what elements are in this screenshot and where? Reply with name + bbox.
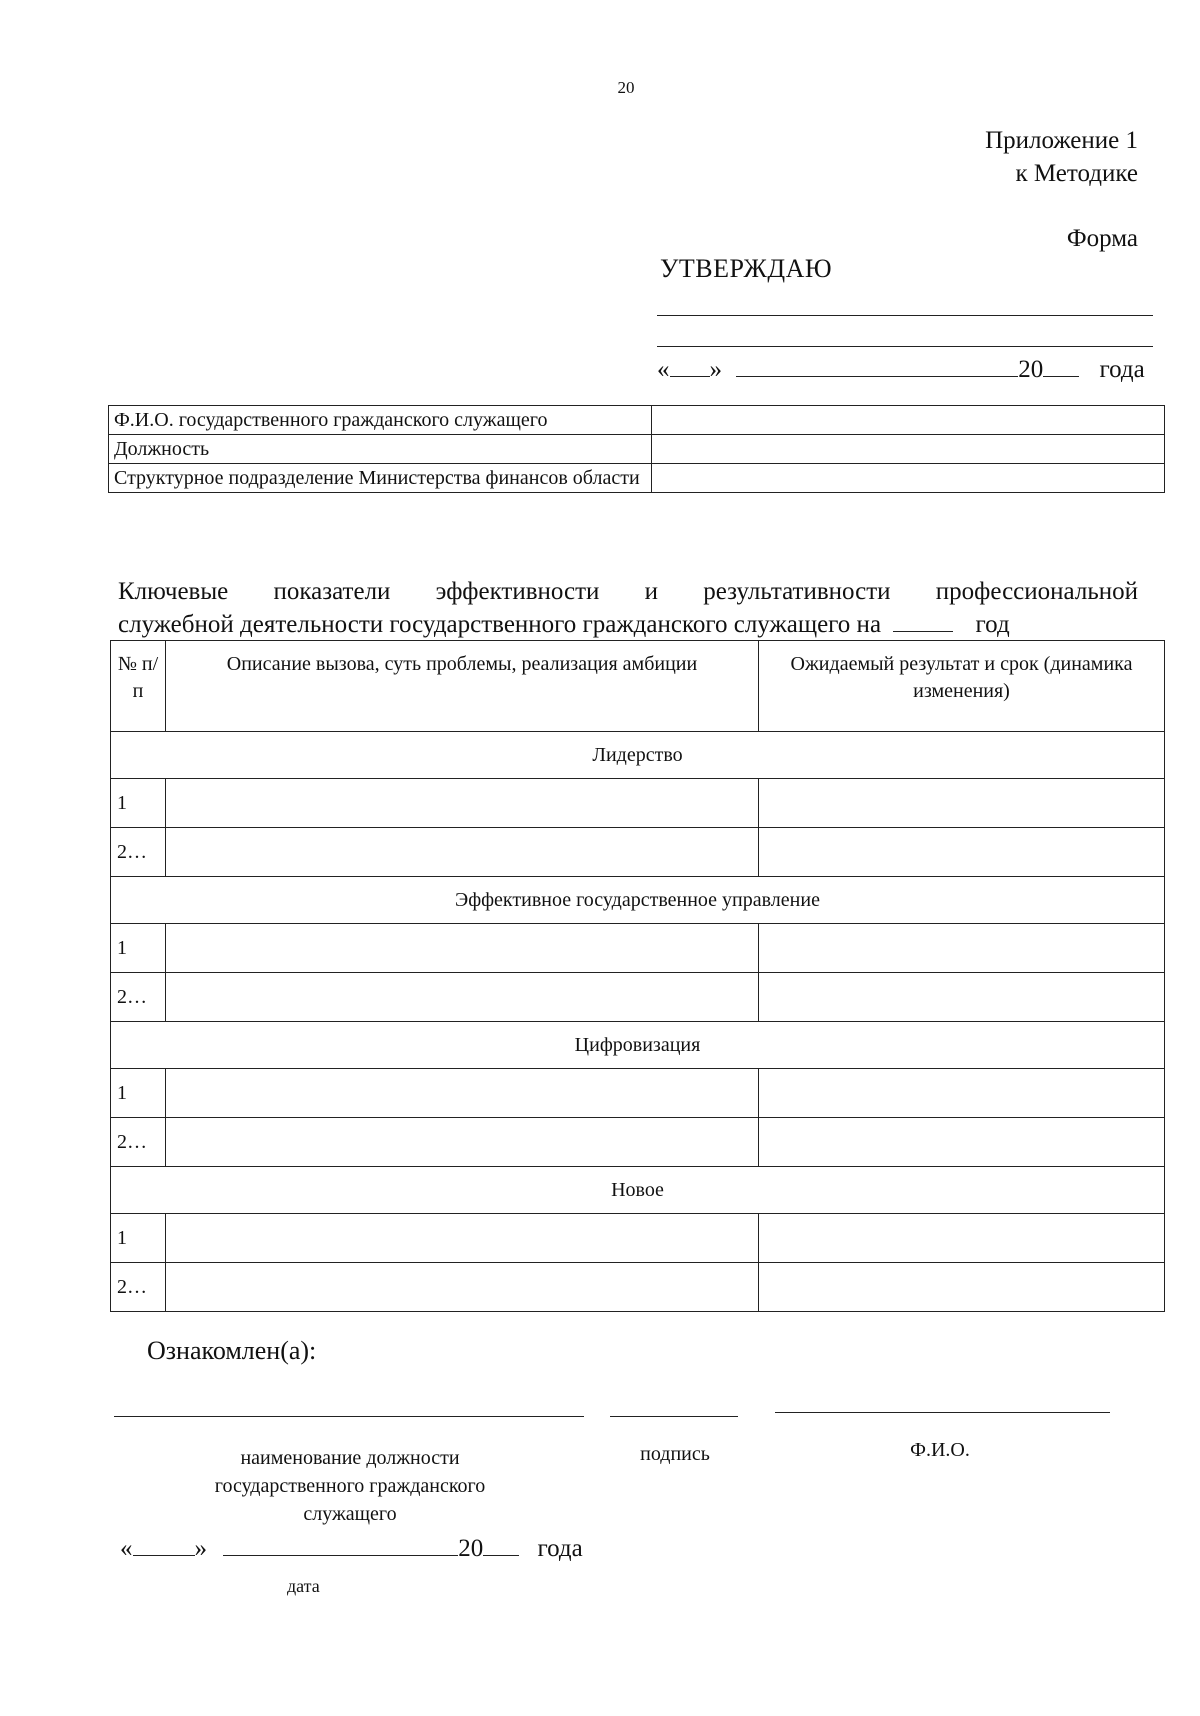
kpi-title-line-2: служебной деятельности государственного гражданского служащего на год <box>118 611 1010 638</box>
result-cell[interactable] <box>759 1263 1165 1312</box>
section-row <box>111 732 1165 779</box>
header-num: № п/п <box>111 641 166 732</box>
kpi-header-row <box>111 641 1165 732</box>
name-signature-line[interactable] <box>775 1412 1110 1413</box>
approve-heading: УТВЕРЖДАЮ <box>660 254 833 283</box>
result-cell[interactable] <box>759 973 1165 1022</box>
row-number: 1 <box>111 924 166 973</box>
info-label: Структурное подразделение Министерства финансов области <box>109 464 652 493</box>
position-caption: наименование должности государственного гражданского служащего <box>214 1447 486 1525</box>
appendix-line-2: к Методике <box>1015 160 1138 187</box>
section-row <box>111 1167 1165 1214</box>
table-row <box>111 779 1165 828</box>
signature-line[interactable] <box>610 1416 738 1417</box>
appendix-line-1: Приложение 1 <box>985 127 1138 154</box>
description-cell[interactable] <box>166 1118 759 1167</box>
kpi-title <box>118 575 1138 641</box>
section-row <box>111 1022 1165 1069</box>
info-row-position <box>109 435 1165 464</box>
acknowledgment-label: Ознакомлен(а): <box>147 1336 317 1365</box>
table-row <box>111 1214 1165 1263</box>
section-title: Лидерство <box>111 732 1165 779</box>
page-number: 20 <box>617 78 635 97</box>
info-row-department <box>109 464 1165 493</box>
info-label: Ф.И.О. государственного гражданского служащего <box>109 406 652 435</box>
info-label: Должность <box>109 435 652 464</box>
table-row <box>111 828 1165 877</box>
signature-caption: подпись <box>640 1443 710 1465</box>
table-row <box>111 973 1165 1022</box>
ack-day-field[interactable] <box>133 1535 195 1556</box>
section-row <box>111 877 1165 924</box>
approval-day-field[interactable] <box>670 356 710 377</box>
info-value-field[interactable] <box>652 435 1165 464</box>
approver-name-line[interactable] <box>657 346 1153 347</box>
result-cell[interactable] <box>759 924 1165 973</box>
approval-month-field[interactable] <box>736 356 1018 377</box>
table-row <box>111 1069 1165 1118</box>
ack-year-field[interactable] <box>483 1535 519 1556</box>
description-cell[interactable] <box>166 1069 759 1118</box>
kpi-year-field[interactable] <box>893 611 953 632</box>
kpi-title-line-1: Ключевые показатели эффективности и результативности профессиональной <box>118 578 1138 605</box>
kpi-table <box>110 640 1165 1312</box>
result-cell[interactable] <box>759 1214 1165 1263</box>
ack-month-field[interactable] <box>223 1535 458 1556</box>
result-cell[interactable] <box>759 1118 1165 1167</box>
row-number: 2… <box>111 973 166 1022</box>
employee-info-table <box>108 405 1165 493</box>
approval-year-field[interactable] <box>1043 356 1079 377</box>
description-cell[interactable] <box>166 1263 759 1312</box>
row-number: 1 <box>111 1214 166 1263</box>
result-cell[interactable] <box>759 1069 1165 1118</box>
section-title: Цифровизация <box>111 1022 1165 1069</box>
acknowledgment-date: « » 20 года <box>120 1535 583 1562</box>
description-cell[interactable] <box>166 924 759 973</box>
row-number: 2… <box>111 1263 166 1312</box>
info-row-name <box>109 406 1165 435</box>
form-label: Форма <box>1066 225 1138 252</box>
result-cell[interactable] <box>759 828 1165 877</box>
row-number: 2… <box>111 1118 166 1167</box>
description-cell[interactable] <box>166 828 759 877</box>
description-cell[interactable] <box>166 1214 759 1263</box>
approver-position-line[interactable] <box>657 315 1153 316</box>
row-number: 1 <box>111 779 166 828</box>
description-cell[interactable] <box>166 779 759 828</box>
date-caption: дата <box>287 1576 320 1596</box>
row-number: 1 <box>111 1069 166 1118</box>
info-value-field[interactable] <box>652 464 1165 493</box>
info-value-field[interactable] <box>652 406 1165 435</box>
table-row <box>111 924 1165 973</box>
name-caption: Ф.И.О. <box>910 1439 970 1461</box>
section-title: Новое <box>111 1167 1165 1214</box>
header-result: Ожидаемый результат и срок (динамика изменения) <box>759 641 1165 732</box>
position-signature-line[interactable] <box>114 1416 584 1417</box>
table-row <box>111 1118 1165 1167</box>
appendix-reference <box>985 124 1138 190</box>
section-title: Эффективное государственное управление <box>111 877 1165 924</box>
table-row <box>111 1263 1165 1312</box>
row-number: 2… <box>111 828 166 877</box>
approval-date: « » 20 года <box>657 356 1145 383</box>
header-description: Описание вызова, суть проблемы, реализация амбиции <box>166 641 759 732</box>
description-cell[interactable] <box>166 973 759 1022</box>
result-cell[interactable] <box>759 779 1165 828</box>
